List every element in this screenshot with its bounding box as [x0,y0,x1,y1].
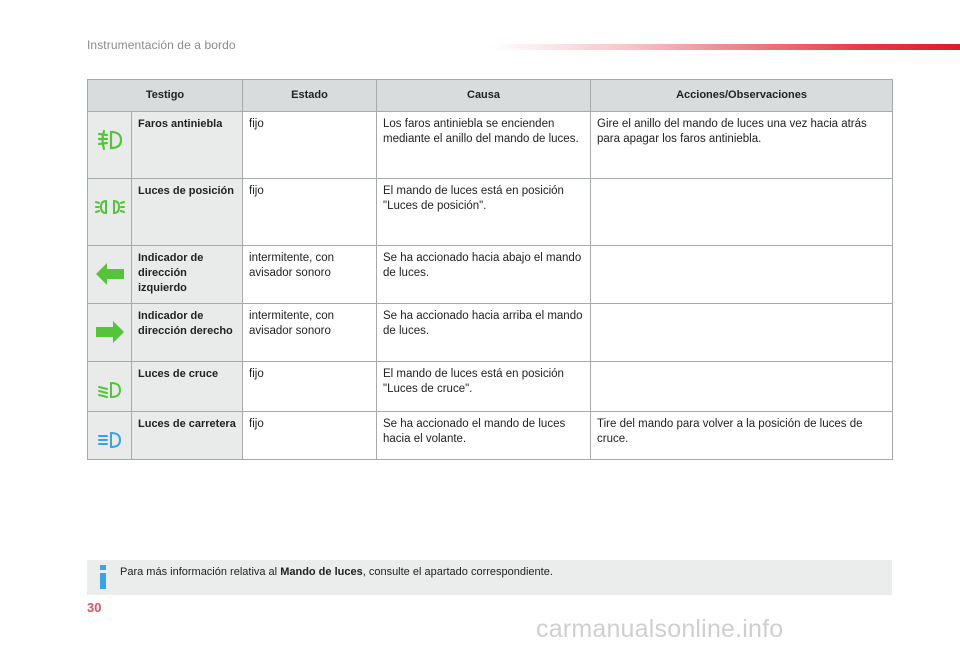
low-beam-icon [95,378,125,402]
position-lights-icon [95,195,125,219]
row-acciones: Gire el anillo del mando de luces una vez hacia atrás para apagar los faros antiniebla. [591,112,893,179]
table-row [88,179,893,246]
left-turn-arrow-icon [95,262,125,286]
column-header-acciones: Acciones/Observaciones [591,80,893,112]
column-header-testigo: Testigo [88,80,243,112]
row-causa: El mando de luces está en posición "Luces de posición". [377,179,591,246]
row-estado: fijo [243,412,377,460]
row-causa: Se ha accionado hacia arriba el mando de luces. [377,304,591,362]
row-estado: fijo [243,179,377,246]
row-acciones: Tire del mando para volver a la posición de luces de cruce. [591,412,893,460]
row-acciones [591,179,893,246]
warning-lights-table [87,79,893,460]
column-header-estado: Estado [243,80,377,112]
page-number: 30 [87,600,102,615]
info-note [87,560,892,595]
row-name: Luces de posición [132,179,243,246]
info-icon [96,564,110,590]
row-name: Luces de carretera [132,412,243,460]
table-row [88,246,893,304]
table-row [88,304,893,362]
high-beam-icon [95,428,125,452]
header-accent-bar [490,44,960,50]
row-acciones [591,246,893,304]
right-turn-arrow-icon [95,320,125,344]
row-estado: intermitente, con avisador sonoro [243,304,377,362]
table-header-row [88,80,893,112]
info-text [120,566,553,578]
table-row [88,362,893,412]
info-text-link-name: Mando de luces [280,566,363,578]
row-causa: Se ha accionado hacia abajo el mando de luces. [377,246,591,304]
front-fog-light-icon [95,128,125,152]
row-estado: fijo [243,362,377,412]
row-causa: Los faros antiniebla se encienden mediante el anillo del mando de luces. [377,112,591,179]
column-header-causa: Causa [377,80,591,112]
row-name: Luces de cruce [132,362,243,412]
row-causa: Se ha accionado el mando de luces hacia el volante. [377,412,591,460]
info-text-after: , consulte el apartado correspondiente. [362,566,553,578]
page-header-title: Instrumentación de a bordo [87,38,236,52]
row-acciones [591,304,893,362]
row-name: Faros antiniebla [132,112,243,179]
row-name: Indicador de dirección izquierdo [132,246,243,304]
row-name: Indicador de dirección derecho [132,304,243,362]
row-acciones [591,362,893,412]
table-row [88,412,893,460]
watermark: carmanualsonline.info [536,615,784,643]
row-estado: intermitente, con avisador sonoro [243,246,377,304]
row-estado: fijo [243,112,377,179]
table-row [88,112,893,179]
info-text-before: Para más información relativa al [120,566,281,578]
row-causa: El mando de luces está en posición "Luces de cruce". [377,362,591,412]
